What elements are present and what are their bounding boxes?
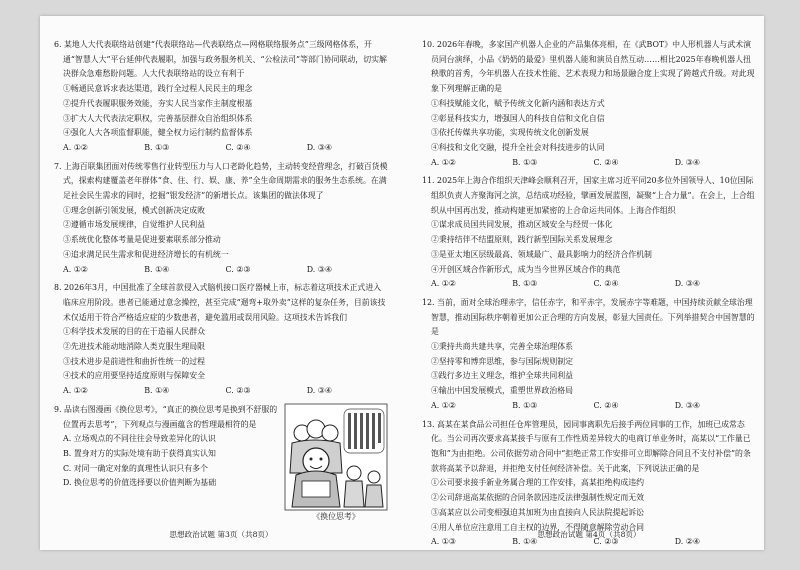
choice-a: A. ①② xyxy=(63,386,88,396)
statement-option: ③扩大人大代表法定职权，完善基层群众自治组织体系 xyxy=(63,113,253,123)
cartoon-drawing xyxy=(284,403,388,511)
statement-option: ②先进技术能动地消除人类克服生理局限 xyxy=(63,342,206,352)
page-footer-right: 思想政治试题 第4页（共8页） xyxy=(537,530,641,539)
answer-choices xyxy=(422,156,756,171)
choice-c: C. ②④ xyxy=(225,142,251,152)
choice-a: A. 立场观点的不同往往会导致差异化的认识 xyxy=(63,434,216,444)
question-6 xyxy=(54,38,388,156)
statement-option: ④开创区域合作新形式，成为当今世界区域合作的典范 xyxy=(431,264,621,274)
choice-b: B. ①④ xyxy=(144,386,170,396)
question-stem: 7. 上海百联集团面对传统零售行业转型压力与人口老龄化趋势，主动转变经营理念，打破百货模式，探索构建覆盖老年群体“食、住、行、娱、康、养”全生命周期需求的服务生态系统。在满足社会民生需求的同时，挖掘“银发经济”的新增长点。该集团的做法体现了 xyxy=(54,161,388,201)
choice-b: B. ①③ xyxy=(512,400,538,410)
choice-a: A. ①② xyxy=(63,142,88,152)
cartoon-image xyxy=(284,403,388,525)
question-8 xyxy=(54,281,388,399)
statement-option: ③践行多边主义理念，维护全球共同利益 xyxy=(431,371,574,381)
choice-b: B. ①④ xyxy=(512,537,538,547)
statement-option: ④技术的应用要坚持适度原则与保障安全 xyxy=(63,371,206,381)
question-12 xyxy=(422,296,756,414)
statement-option: ①科学技术发展的目的在于造福人民群众 xyxy=(63,327,206,337)
choice-d: D. ③④ xyxy=(674,157,700,167)
statement-option: ②彰显科技实力，增强国人的科技自信和文化自信 xyxy=(431,113,605,123)
choice-d: D. 换位思考的价值选择要以价值判断为基础 xyxy=(63,478,217,488)
choice-a: A. ①② xyxy=(431,400,456,410)
statement-option: ④输出中国发展模式，重塑世界政治格局 xyxy=(431,386,574,396)
question-stem: 13. 高某在某食品公司担任仓库管理员，园同事离职先后接手两位同事的工作，加班已成常态化。当公司再次要求高某接手与原有工作性质差异较大的电商订单业务时，高某以“工作量已饱和”为由拒绝。公司依据劳动合同中“拒绝正常工作安排可立即解除合同且不支付补偿”的条款将高某予以辞退，并拒绝支付任何经济补偿。关于此案，下列说法正确的是 xyxy=(422,419,751,473)
choice-a: A. ①③ xyxy=(431,537,456,547)
choice-b: B. ①③ xyxy=(512,279,538,289)
answer-choices xyxy=(422,277,756,292)
question-11 xyxy=(422,174,756,292)
right-column xyxy=(422,38,756,554)
question-stem: 9. 品读右图漫画《换位思考》，“真正的换位思考是换到不舒服的位置再去思考”，下列观点与漫画蕴含的哲理最相符的是 xyxy=(54,404,278,429)
choice-b: B. ①④ xyxy=(144,264,170,274)
statement-option: ①科技赋能文化，赋予传统文化新内涵和表达方式 xyxy=(431,98,605,108)
statement-option: ④科技和文化交融，提升全社会对科技进步的认同 xyxy=(431,142,605,152)
choice-d: D. ③④ xyxy=(674,279,700,289)
choice-d: D. ③④ xyxy=(674,400,700,410)
question-10 xyxy=(422,38,756,170)
choice-c: C. ②④ xyxy=(593,157,619,167)
choice-c: C. ②④ xyxy=(593,400,619,410)
answer-choices xyxy=(54,141,388,156)
choice-c: C. ②③ xyxy=(593,537,619,547)
statement-option: ③技术进步是前进性和曲折性统一的过程 xyxy=(63,356,206,366)
statement-option: ①公司要求接手新业务属合理的工作安排，高某拒绝构成违约 xyxy=(431,478,645,488)
question-stem: 6. 某地人大代表联络站创建“代表联络站—代表联络点—网格联络服务点”三级网格体系，开通“智慧人大”平台延伸代表履职，加强与政务服务机关、“公检法司”等部门协同联动，切实解决群众急难愁盼问题。人大代表联络站的设立有利于 xyxy=(54,40,387,79)
statement-option: ②公司辞退高某依据的合同条款因违反法律强制性规定而无效 xyxy=(431,493,645,503)
statement-option: ③系统优化整体考量是促进要素联系部分推动 xyxy=(63,235,221,245)
answer-choices xyxy=(54,384,388,399)
choice-d: D. ③④ xyxy=(306,386,332,396)
choice-d: D. ③④ xyxy=(306,142,332,152)
choice-a: A. ①② xyxy=(431,157,456,167)
choice-d: D. ③④ xyxy=(306,264,332,274)
statement-option: ④强化人大各项监督职能，健全权力运行制约监督体系 xyxy=(63,128,253,138)
statement-option: ③是亚太地区层级最高、领域最广、最具影响力的经济合作机制 xyxy=(431,249,652,259)
statement-option: ①理念创新引领发展，模式创新决定成败 xyxy=(63,205,206,215)
statement-option: ③高某应以公司变相强迫其加班为由直接向人民法院提起诉讼 xyxy=(431,507,645,517)
choice-c: C. 对同一确定对象的真理性认识只有多个 xyxy=(63,463,208,473)
choice-c: C. ②④ xyxy=(593,279,619,289)
choice-c: C. ②③ xyxy=(225,386,251,396)
choice-a: A. ①② xyxy=(63,264,88,274)
statement-option: ①秉持共商共建共享，完善全球治理体系 xyxy=(431,342,574,352)
question-stem: 12. 当前，面对全球治理赤字，信任赤字，和平赤字，发展赤字等难题，中国持续贡献全球治理智慧，推动国际秩序朝着更加公正合理的方向发展，彰显大国责任。下列举措契合中国智慧的是 xyxy=(422,297,755,337)
statement-option: ④用人单位应注意用工自主权的边界，不得随意解除劳动合同 xyxy=(431,522,645,532)
choice-a: A. ①② xyxy=(431,279,456,289)
choice-d: D. ②④ xyxy=(674,537,700,547)
page-footer-left: 思想政治试题 第3页（共8页） xyxy=(169,530,273,539)
exam-sheet xyxy=(40,16,764,550)
question-stem: 10. 2026年春晚，多家国产机器人企业的产品集体亮相，在《武BOT》中人形机器人与武术演员同台演绎，小品《奶奶的最爱》里机器人能和演员自然互动……相比2025年春晚机器人扭秧歌的首秀，今年机器人在技术性能、艺术表现力和场景融合度上实现了跨越式升级。对此现象下列理解正确的是 xyxy=(422,40,755,94)
statement-option: ②秉持结伴不结盟原则，践行新型国际关系发展理念 xyxy=(431,235,613,245)
question-9 xyxy=(54,403,388,521)
statement-option: ①畅通民意诉求表达渠道，践行全过程人民民主的理念 xyxy=(63,84,253,94)
statement-option: ②坚持零和博弈思维，参与国际规则制定 xyxy=(431,356,574,366)
answer-choices xyxy=(422,399,756,414)
choice-b: B. ①③ xyxy=(512,157,538,167)
statement-option: ②遵循市场发展规律，自觉维护人民利益 xyxy=(63,220,206,230)
question-7 xyxy=(54,160,388,278)
question-stem: 8. 2026年3月，中国批准了全球首款侵入式脑机接口医疗器械上市，标志着这项技术正式进入临床应用阶段。患者已能通过意念操控，甚至完成“遛弯+取外卖”这样的复杂任务，目前该技术仅适用于符合严格适应症的少数患者，避免滥用或误用风险。这项技术告诉我们 xyxy=(54,283,386,322)
choice-b: B. 置身对方的实际处境有助于获得真实认知 xyxy=(63,448,216,458)
statement-option: ①谋求成员国共同发展，推动区域安全与经贸一体化 xyxy=(431,220,613,230)
question-stem: 11. 2025年上海合作组织天津峰会顺利召开，国家主席习近平同20多位外国领导人、10位国际组织负责人齐聚海河之滨，总结成功经验，擘画发展蓝图，凝聚“上合力量”。在会上，上合组织从中国再出发，推动构建更加紧密的上合命运共同体。上海合作组织 xyxy=(422,176,755,215)
left-column xyxy=(54,38,388,521)
statement-option: ②提升代表履职服务效能，夯实人民当家作主制度根基 xyxy=(63,98,253,108)
answer-choices xyxy=(54,263,388,278)
cartoon-caption: 《换位思考》 xyxy=(312,511,360,521)
choice-c: C. ②③ xyxy=(225,264,251,274)
choice-b: B. ①③ xyxy=(144,142,170,152)
statement-option: ③依托传媒共享功能，实现传统文化创新发展 xyxy=(431,128,589,138)
statement-option: ④追求满足民生需求和促进经济增长的有机统一 xyxy=(63,249,229,259)
